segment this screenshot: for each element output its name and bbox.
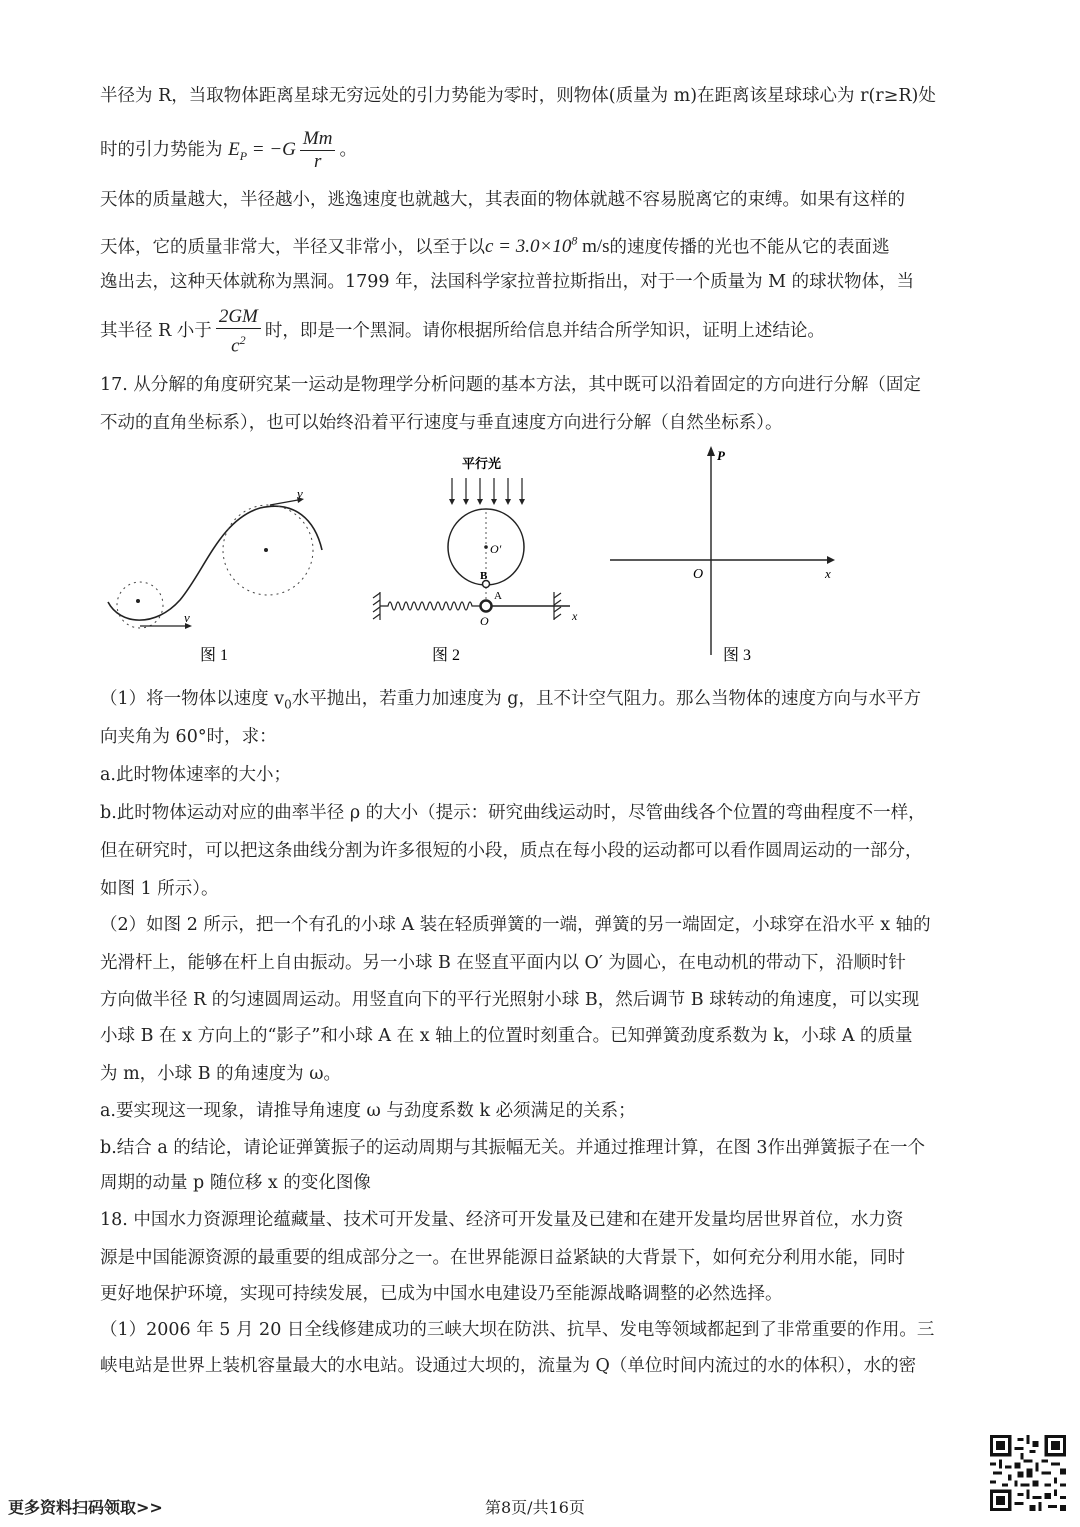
figure-caption: 图 1 [200, 647, 229, 664]
question-17: 17. 从分解的角度研究某一运动是物理学分析问题的基本方法，其中既可以沿着固定的方向进行分解（固定 [100, 375, 921, 395]
text-line: 为 m，小球 B 的角速度为 ω。 [100, 1064, 341, 1084]
fraction-numerator: Mm [300, 128, 336, 151]
text-segment: 时，即是一个黑洞。请你根据所给信息并结合所学知识，证明上述结论。 [264, 321, 825, 342]
qr-code-icon[interactable] [990, 1435, 1066, 1511]
formula-exponent: 8 [571, 234, 578, 248]
arrow-head [827, 556, 835, 564]
figure-1 [100, 480, 340, 670]
text-segment: 水平抛出，若重力加速度为 g，且不计空气阻力。那么当物体的速度方向与水平方 [291, 689, 921, 709]
figure-2 [370, 452, 600, 670]
text-line: 逸出去，这种天体就称为黑洞。1799 年，法国科学家拉普拉斯指出，对于一个质量为 M 的球状物体，当 [100, 272, 915, 292]
text-line: 不动的直角坐标系），也可以始终沿着平行速度与垂直速度方向进行分解（自然坐标系）。 [100, 413, 783, 433]
text-line: 小球 B 在 x 方向上的“影子”和小球 A 在 x 轴上的位置时刻重合。已知弹簧劲度系数为 k，小球 A 的质量 [100, 1026, 913, 1046]
center-dot [484, 545, 488, 549]
formula-subscript: P [239, 148, 248, 163]
ball-a-label: A [494, 590, 502, 602]
circle-center-dot [136, 599, 140, 603]
parallel-light-label: 平行光 [462, 456, 502, 471]
part-1-line [100, 687, 921, 717]
fraction-denominator: r [313, 151, 322, 172]
circle-center-dot [264, 548, 268, 552]
text-segment: 其半径 R 小于 [100, 321, 212, 342]
part-2-line: （2）如图 2 所示，把一个有孔的小球 A 装在轻质弹簧的一端，弹簧的另一端固定，小球穿在沿水平 x 轴的 [100, 915, 931, 935]
text-segment: 天体，它的质量非常大，半径又非常小，以至于以 [100, 237, 485, 258]
velocity-label: v [297, 486, 303, 501]
text-line: （1）2006 年 5 月 20 日全线修建成功的三峡大坝在防洪、抗旱、发电等领域都起到了非常重要的作用。三 [100, 1320, 935, 1340]
text-line: 天体的质量越大，半径越小，逃逸速度也就越大，其表面的物体就越不容易脱离它的束缚。如果有这样的 [100, 190, 905, 210]
x-axis-label: x [825, 566, 831, 581]
formula-symbol: = −G [247, 139, 296, 160]
text-segment: 时的引力势能为 [100, 140, 223, 160]
formula-symbol: c [231, 335, 240, 357]
formula-symbol: E [228, 139, 240, 160]
formula [228, 139, 296, 163]
text-line: 如图 1 所示）。 [100, 879, 219, 899]
text-line: 半径为 R，当取物体距离星球无穷远处的引力势能为零时，则物体(质量为 m)在距离该星球球心为 r(r≥R)处 [100, 86, 936, 106]
arrow-head [707, 446, 715, 456]
text-line [100, 306, 825, 357]
text-segment: 。 [339, 140, 357, 160]
center-label: O′ [490, 542, 502, 556]
fraction [216, 306, 261, 357]
text-line: 更好地保护环境，实现可持续发展，已成为中国水电建设乃至能源战略调整的必然选择。 [100, 1284, 783, 1304]
ball-b-label: B [480, 570, 488, 582]
text-line: 周期的动量 p 随位移 x 的变化图像 [100, 1173, 371, 1193]
osculating-circle-bottom [117, 582, 163, 628]
fraction-denominator [216, 329, 261, 357]
formula-symbol: c = 3.0×10 [485, 236, 572, 258]
text-line: 方向做半径 R 的匀速圆周运动。用竖直向下的平行光照射小球 B，然后调节 B 球转动的角速度，可以实现 [100, 990, 920, 1010]
figure-3 [605, 440, 845, 670]
text-line: 源是中国能源资源的最重要的组成部分之一。在世界能源日益紧缺的大背景下，如何充分利用水能，同时 [100, 1248, 905, 1268]
text-line: 向夹角为 60°时，求： [100, 727, 277, 747]
text-line: 峡电站是世界上装机容量最大的水电站。设通过大坝的，流量为 Q（单位时间内流过的水的体积），水的密 [100, 1356, 917, 1376]
formula-exponent: 2 [239, 333, 246, 347]
figure-caption: 图 3 [723, 647, 752, 664]
figure-caption: 图 2 [432, 647, 461, 664]
text-segment: 的速度传播的光也不能从它的表面逃 [609, 237, 890, 258]
text-segment: （1）将一物体以速度 v [100, 689, 285, 709]
formula [485, 236, 610, 257]
text-line: a.此时物体速率的大小； [100, 765, 291, 785]
text-line: a.要实现这一现象，请推导角速度 ω 与劲度系数 k 必须满足的关系； [100, 1101, 636, 1121]
formula-unit: m/s [577, 236, 610, 258]
fraction [300, 128, 336, 173]
trajectory-curve [108, 506, 322, 620]
text-line [100, 229, 890, 259]
p-axis-label: P [717, 448, 725, 463]
text-line: 但在研究时，可以把这条曲线分割为许多很短的小段，质点在每小段的运动都可以看作圆周运动的一部分， [100, 841, 923, 861]
origin-label: O [693, 567, 704, 582]
velocity-label: v [184, 610, 190, 625]
fixed-wall-left [373, 592, 380, 620]
x-axis-label: x [572, 609, 578, 623]
spring [380, 602, 480, 610]
velocity-arrow-top [270, 500, 298, 505]
text-line: b.结合 a 的结论，请论证弹簧振子的运动周期与其振幅无关。并通过推理计算，在图 3作出弹簧振子在一个 [100, 1138, 926, 1158]
fraction-numerator: 2GM [216, 306, 261, 329]
potential-energy-line [100, 128, 357, 173]
origin-label: O [480, 614, 489, 628]
ball-a [481, 601, 492, 612]
parallel-light-arrows [452, 478, 522, 502]
text-line: b.此时物体运动对应的曲率半径 ρ 的大小（提示：研究曲线运动时，尽管曲线各个位置的弯曲程度不一样， [100, 803, 926, 823]
page-number: 第8页/共16页 [485, 1498, 585, 1517]
subscript: 0 [284, 697, 292, 712]
question-18: 18. 中国水力资源理论蕴藏量、技术可开发量、经济可开发量及已建和在建开发量均居世界首位，水力资 [100, 1210, 904, 1230]
text-line: 光滑杆上，能够在杆上自由振动。另一小球 B 在竖直平面内以 O′ 为圆心，在电动机的带动下，沿顺时针 [100, 953, 906, 973]
more-resources-link[interactable]: 更多资料扫码领取>> [8, 1498, 163, 1517]
